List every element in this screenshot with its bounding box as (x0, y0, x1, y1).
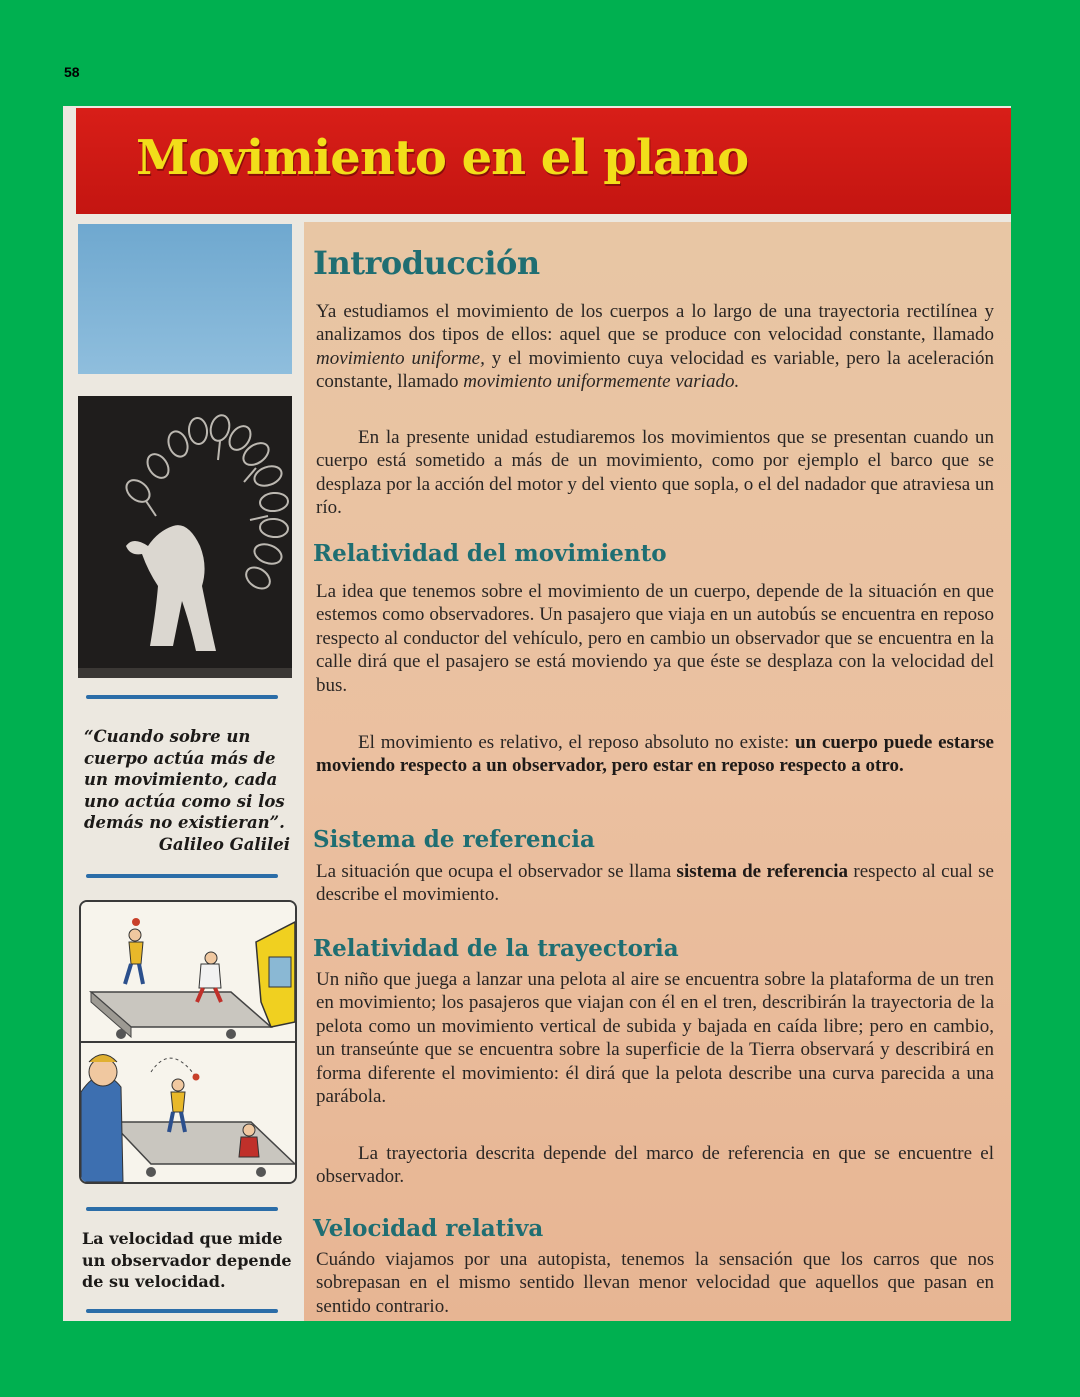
term-movimiento-uniformemente-variado: movimiento uniformemente variado. (463, 371, 740, 393)
quote-author: Galileo Galilei (158, 834, 290, 854)
term-movimiento-uniforme: movimiento uniforme, (316, 347, 485, 369)
section-heading-relatividad-movimiento: Relatividad del movimiento (313, 540, 667, 567)
text-run: El movimiento es relativo, el reposo absoluto no existe: (358, 732, 795, 753)
section-heading-sistema-referencia: Sistema de referencia (313, 826, 595, 853)
racket-motion-illustration (78, 396, 292, 678)
section-heading-relatividad-trayectoria: Relatividad de la trayectoria (313, 935, 679, 962)
bold-statement: un cuerpo puede estarse moviendo respecto a un observador, pero estar en reposo respecto a otro. (316, 732, 994, 777)
sistema-paragraph-1 (316, 860, 994, 907)
relatividad-paragraph-1: La idea que tenemos sobre el movimiento de un cuerpo, depende de la situación en que estemos como observadores. Un pasajero que viaja en un autobús se encuentra en reposo respecto al conductor del vehículo, pero en cambio un observador que se encuentra en la calle dirá que el pasajero se está moviendo ya que éste se desplaza con la velocidad del bus. (316, 581, 994, 696)
text-run: Ya estudiamos el movimiento de los cuerpos a lo largo de una trayectoria rectilínea y analizamos dos tipos de ellos: aquel que se produce con velocidad constante, llamado (316, 301, 994, 346)
galileo-quote (84, 726, 294, 855)
title-banner (76, 108, 1011, 214)
quote-line: “Cuando sobre un (84, 727, 251, 746)
relatividad-paragraph-2 (316, 731, 994, 778)
intro-paragraph-2: En la presente unidad estudiaremos los movimientos que se presentan cuando un cuerpo está sometido a más de un movimiento, como por ejemplo el barco que se desplaza por la acción del motor y del viento que sopla, o el del nadador que atraviesa un río. (316, 427, 994, 519)
page-title: Movimiento en el plano (136, 130, 749, 186)
trayectoria-paragraph-2: La trayectoria descrita depende del marco de referencia en que se encuentre el observador. (316, 1143, 994, 1188)
quote-line: uno actúa como si los (84, 791, 285, 811)
text-run: La situación que ocupa el observador se llama (316, 861, 677, 882)
main-text-column (304, 222, 1011, 1321)
train-trajectory-illustration (79, 900, 297, 1184)
divider-rule (86, 1309, 278, 1313)
sky-photo (78, 224, 292, 374)
stroboscopic-racket-photo (78, 396, 292, 678)
textbook-page (63, 106, 1011, 1321)
trayectoria-paragraph-1: Un niño que juega a lanzar una pelota al aire se encuentra sobre la plataforma de un tren en movimiento; los pasajeros que viajan con él en el tren, describirán la trayectoria de la pelota como un movimiento vertical de subida y bajada en caída libre; pero en cambio, un transeúnte que se encuentra sobre la superficie de la Tierra observará y describirá en forma diferente el movimiento: él dirá que la pelota describe una curva parecida a una parábola. (316, 969, 994, 1108)
sidebar (76, 222, 296, 1321)
quote-line: demás no existieran”. (84, 813, 285, 832)
text-run: respecto al cual se describe el movimiento. (316, 861, 994, 906)
term-sistema-de-referencia: sistema de referencia (676, 861, 849, 882)
divider-rule (86, 1207, 278, 1211)
intro-paragraph-1 (316, 300, 994, 394)
text-run: y el movimiento cuya velocidad es variable, pero la aceleración constante, llamado (316, 347, 994, 393)
velocidad-paragraph-1: Cuándo viajamos por una autopista, tenemos la sensación que los carros que nos sobrepasan en el mismo sentido llevan menor velocidad que aquellos que pasan en sentido contrario. (316, 1249, 994, 1317)
divider-rule (86, 874, 278, 878)
quote-line: un movimiento, cada (84, 770, 278, 789)
divider-rule (86, 695, 278, 699)
velocity-caption: La velocidad que mide un observador depende de su velocidad. (82, 1229, 292, 1291)
quote-line: cuerpo actúa más de (84, 748, 276, 768)
section-heading-introduccion: Introducción (313, 244, 540, 282)
train-ball-comic (81, 902, 295, 1182)
section-heading-velocidad-relativa: Velocidad relativa (313, 1215, 544, 1242)
page-number: 58 (64, 64, 80, 80)
